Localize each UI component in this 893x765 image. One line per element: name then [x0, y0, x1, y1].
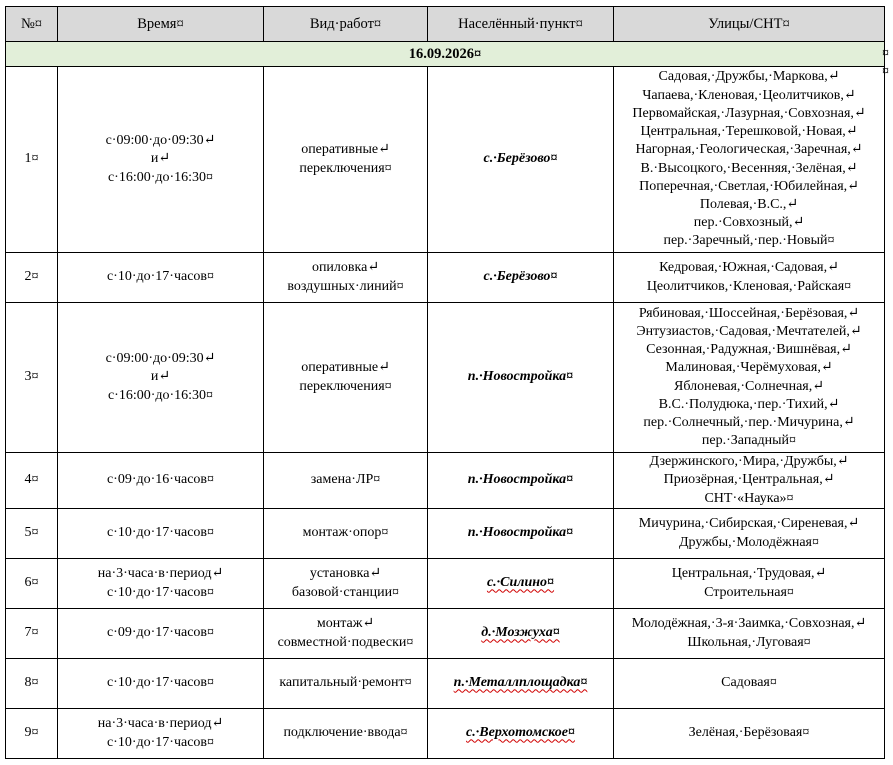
locality-name: п.·Металлплощадка¤: [453, 675, 588, 691]
header-time: Время¤: [58, 7, 264, 42]
time-cell: [58, 709, 264, 759]
cell-line: переключения¤: [299, 378, 392, 394]
locality-cell: [428, 709, 614, 759]
cell-line: монтаж↵: [316, 616, 375, 632]
locality-cell: [428, 67, 614, 253]
cell-line: на·3·часа·в·период↵: [97, 566, 224, 582]
header-row: [6, 7, 885, 42]
cell-line: Цеолитчиков,·Кленовая,·Райская¤: [646, 278, 852, 294]
work-type-cell: [264, 67, 428, 253]
locality-name: п.·Новостройка¤: [467, 369, 574, 385]
cell-line: и↵: [150, 151, 171, 167]
cell-line: с·16:00·до·16:30¤: [107, 169, 214, 185]
row-end-mark: ¤: [882, 64, 889, 79]
locality-name: п.·Новостройка¤: [467, 472, 574, 488]
cell-line: с·10·до·17·часов¤: [106, 734, 215, 750]
work-type-cell: [264, 659, 428, 709]
streets-cell: [614, 253, 885, 303]
header-locality: Населённый·пункт¤: [428, 7, 614, 42]
table-row: [6, 67, 885, 253]
header-number: №¤: [6, 7, 58, 42]
cell-line: В.С.·Полудюка,·пер.·Тихий,↵: [658, 396, 840, 412]
table-row: [6, 303, 885, 453]
cell-line: пер.·Заречный,·пер.·Новый¤: [663, 233, 835, 249]
cell-line: установка↵: [309, 566, 382, 582]
locality-cell: [428, 509, 614, 559]
row-end-mark: ¤: [882, 46, 889, 61]
locality-name: д.·Мозжуха¤: [481, 625, 560, 641]
cell-line: с·09:00·до·09:30↵: [105, 133, 216, 149]
time-cell: [58, 559, 264, 609]
locality-cell: [428, 609, 614, 659]
cell-line: с·16:00·до·16:30¤: [107, 387, 214, 403]
cell-line: с·10·до·17·часов¤: [106, 269, 215, 285]
row-number: 8¤: [6, 659, 58, 709]
time-cell: [58, 453, 264, 509]
cell-line: СНТ·«Наука»¤: [704, 490, 794, 506]
table-row: [6, 509, 885, 559]
table-row: [6, 709, 885, 759]
cell-line: с·09·до·16·часов¤: [106, 472, 215, 488]
work-type-cell: [264, 303, 428, 453]
cell-line: с·09·до·17·часов¤: [106, 625, 215, 641]
locality-name: п.·Новостройка¤: [467, 525, 574, 541]
row-number: 6¤: [6, 559, 58, 609]
cell-line: Нагорная,·Геологическая,·Заречная,↵: [635, 142, 863, 158]
locality-name: с.·Берёзово¤: [483, 269, 558, 285]
cell-line: Приозёрная,·Центральная,↵: [663, 472, 835, 488]
cell-line: Кедровая,·Южная,·Садовая,↵: [659, 260, 839, 276]
table-row: [6, 453, 885, 509]
time-cell: [58, 659, 264, 709]
work-type-cell: [264, 559, 428, 609]
cell-line: Строительная¤: [704, 584, 794, 600]
cell-line: переключения¤: [299, 160, 392, 176]
locality-name: с.·Верхотомское¤: [466, 725, 575, 741]
cell-line: совместной·подвески¤: [277, 634, 414, 650]
cell-line: пер.·Солнечный,·пер.·Мичурина,↵: [643, 414, 855, 430]
table-row: [6, 559, 885, 609]
streets-cell: [614, 659, 885, 709]
work-type-cell: [264, 253, 428, 303]
row-number: 4¤: [6, 453, 58, 509]
locality-cell: [428, 659, 614, 709]
time-cell: [58, 67, 264, 253]
header-streets: Улицы/СНТ¤: [614, 7, 885, 42]
row-number: 9¤: [6, 709, 58, 759]
cell-line: Зелёная,·Берёзовая¤: [688, 725, 810, 741]
cell-line: В.·Высоцкого,·Весенняя,·Зелёная,↵: [640, 160, 858, 176]
cell-line: воздушных·линий¤: [287, 278, 404, 294]
table-row: [6, 253, 885, 303]
cell-line: и↵: [150, 369, 171, 385]
time-cell: [58, 509, 264, 559]
cell-line: Первомайская,·Лазурная,·Совхозная,↵: [632, 105, 866, 121]
cell-line: пер.·Западный¤: [701, 433, 797, 449]
locality-cell: [428, 253, 614, 303]
cell-line: с·10·до·17·часов¤: [106, 675, 215, 691]
time-cell: [58, 609, 264, 659]
streets-cell: [614, 709, 885, 759]
cell-line: базовой·станции¤: [291, 584, 400, 600]
date-row: [6, 42, 885, 67]
streets-cell: [614, 509, 885, 559]
work-type-cell: [264, 453, 428, 509]
cell-line: Центральная,·Терешковой,·Новая,↵: [640, 124, 858, 140]
locality-cell: [428, 559, 614, 609]
work-type-cell: [264, 509, 428, 559]
cell-line: Центральная,·Трудовая,↵: [671, 566, 827, 582]
cell-line: с·10·до·17·часов¤: [106, 525, 215, 541]
cell-line: Рябиновая,·Шоссейная,·Берёзовая,↵: [638, 305, 860, 321]
cell-line: оперативные↵: [301, 360, 390, 376]
cell-line: Полевая,·В.С.,↵: [699, 196, 799, 212]
cell-line: пер.·Совхозный,↵: [693, 215, 805, 231]
cell-line: опиловка↵: [311, 260, 380, 276]
cell-line: Дзержинского,·Мира,·Дружбы,↵: [649, 454, 849, 470]
cell-line: Чапаева,·Кленовая,·Цеолитчиков,↵: [642, 87, 856, 103]
row-number: 7¤: [6, 609, 58, 659]
cell-line: Садовая,·Дружбы,·Маркова,↵: [658, 69, 840, 85]
cell-line: Школьная,·Луговая¤: [687, 634, 811, 650]
cell-line: Молодёжная,·3-я·Заимка,·Совхозная,↵: [631, 616, 867, 632]
locality-name: с.·Берёзово¤: [483, 151, 558, 167]
cell-line: на·3·часа·в·период↵: [97, 716, 224, 732]
cell-line: монтаж·опор¤: [302, 525, 389, 541]
cell-line: подключение·ввода¤: [283, 725, 408, 741]
cell-line: оперативные↵: [301, 142, 390, 158]
cell-line: замена·ЛР¤: [310, 472, 381, 488]
time-cell: [58, 303, 264, 453]
cell-line: Малиновая,·Черёмуховая,↵: [665, 360, 833, 376]
locality-name: с.·Силино¤: [486, 575, 555, 591]
cell-line: Энтузиастов,·Садовая,·Мечтателей,↵: [636, 323, 862, 339]
work-type-cell: [264, 609, 428, 659]
cell-line: с·09:00·до·09:30↵: [105, 351, 216, 367]
table-row: [6, 659, 885, 709]
work-type-cell: [264, 709, 428, 759]
cell-line: Мичурина,·Сибирская,·Сиреневая,↵: [638, 516, 860, 532]
time-cell: [58, 253, 264, 303]
streets-cell: [614, 559, 885, 609]
row-number: 1¤: [6, 67, 58, 253]
row-number: 3¤: [6, 303, 58, 453]
cell-line: Поперечная,·Светлая,·Юбилейная,↵: [639, 178, 859, 194]
streets-cell: [614, 609, 885, 659]
table-row: [6, 609, 885, 659]
streets-cell: [614, 453, 885, 509]
cell-line: Яблоневая,·Солнечная,↵: [674, 378, 824, 394]
date-cell: 16.09.2026¤: [6, 42, 885, 67]
cell-line: Дружбы,·Молодёжная¤: [678, 534, 819, 550]
locality-cell: [428, 303, 614, 453]
row-number: 5¤: [6, 509, 58, 559]
header-work-type: Вид·работ¤: [264, 7, 428, 42]
row-number: 2¤: [6, 253, 58, 303]
locality-cell: [428, 453, 614, 509]
streets-cell: [614, 67, 885, 253]
outage-schedule-table: [5, 6, 885, 759]
cell-line: капитальный·ремонт¤: [279, 675, 412, 691]
cell-line: с·10·до·17·часов¤: [106, 584, 215, 600]
cell-line: Сезонная,·Радужная,·Вишнёвая,↵: [646, 342, 852, 358]
cell-line: Садовая¤: [721, 675, 777, 691]
streets-cell: [614, 303, 885, 453]
